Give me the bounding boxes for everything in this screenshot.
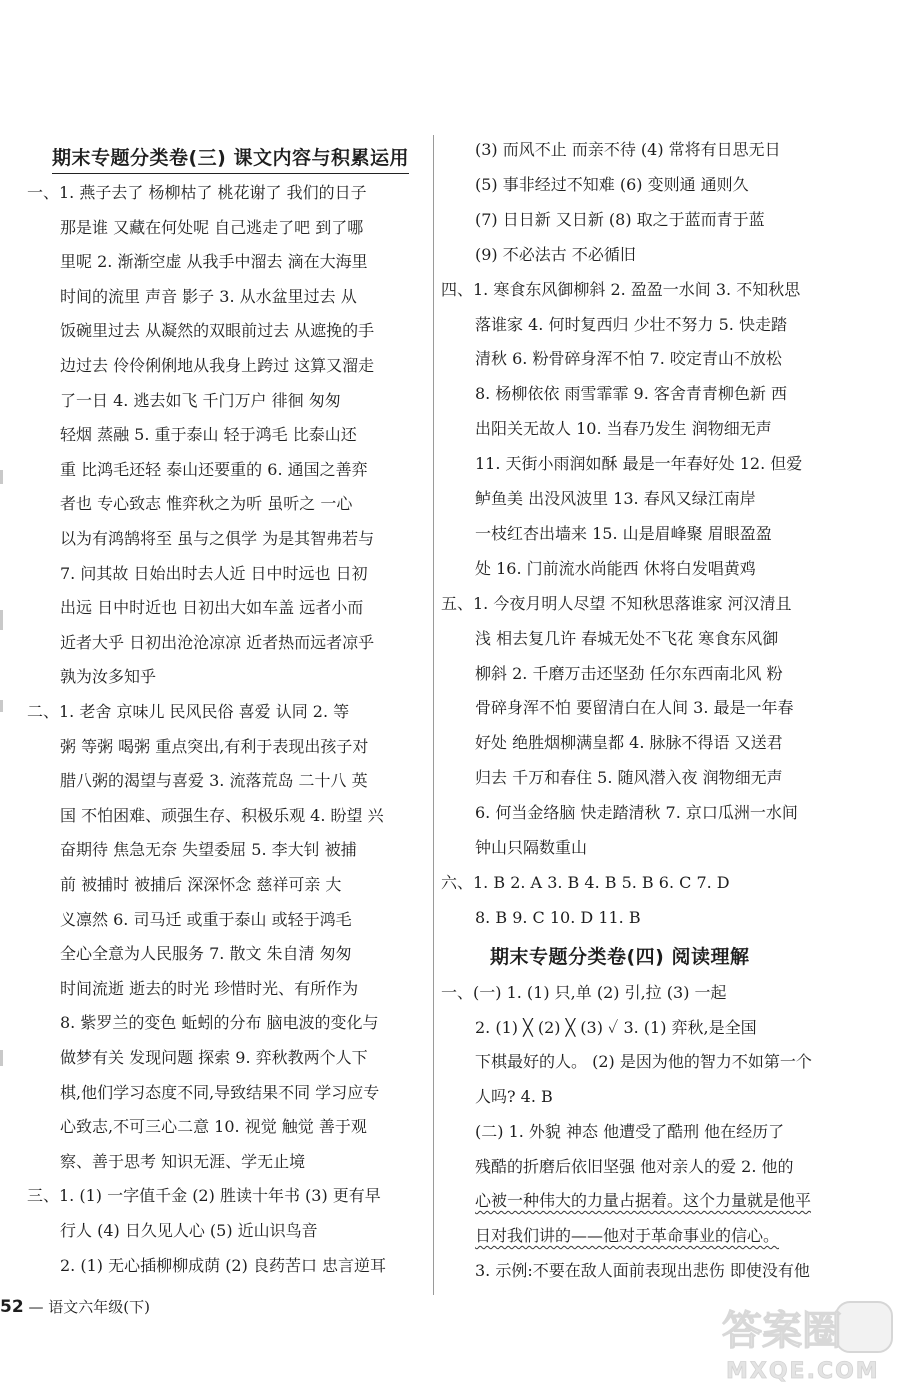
edge-mark [0, 700, 3, 712]
answer-line: 好处 绝胜烟柳满皇都 4. 脉脉不得语 又送君 [475, 733, 783, 753]
answer-line: (3) 而风不止 而亲不待 (4) 常将有日思无日 [475, 140, 781, 159]
answer-line: 那是谁 又藏在何处呢 自己逃走了吧 到了哪 [60, 217, 364, 237]
answer-line: 出远 日中时近也 日初出大如车盖 远者小而 [60, 598, 364, 618]
answer-line: 处 16. 门前流水尚能西 休将白发唱黄鸡 [475, 558, 756, 578]
answer-line: 6. 何当金络脑 快走踏清秋 7. 京口瓜洲一水间 [475, 803, 798, 823]
answer-line: 清秋 6. 粉骨碎身浑不怕 7. 咬定青山不放松 [475, 349, 782, 369]
answer-line: 近者大乎 日初出沧沧凉凉 近者热而远者凉乎 [60, 632, 375, 652]
answer-line: 落谁家 4. 何时复西归 少壮不努力 5. 快走踏 [475, 314, 787, 334]
answer-line: 了一日 4. 逃去如飞 千门万户 徘徊 匆匆 [60, 390, 341, 410]
answer-line: 归去 千万和春住 5. 随风潜入夜 润物细无声 [475, 768, 783, 788]
answer-line: 三、1. (1) 一字值千金 (2) 胜读十年书 (3) 更有早 [27, 1186, 381, 1206]
answer-line: 8. B 9. C 10. D 11. B [475, 907, 641, 927]
watermark-logo [718, 1300, 896, 1384]
answer-line: (5) 事非经过不知难 (6) 变则通 通则久 [475, 174, 749, 194]
page-number: 52 [0, 1297, 24, 1317]
edge-mark [0, 610, 3, 630]
section-heading-4: 期末专题分类卷(四) 阅读理解 [490, 946, 750, 968]
answer-line: 7. 问其故 日始出时去人近 日中时远也 日初 [60, 563, 368, 583]
answer-line: 鲈鱼美 出没风波里 13. 春风又绿江南岸 [475, 489, 756, 508]
answer-line: 钟山只隔数重山 [475, 838, 588, 857]
answer-line: 行人 (4) 日久见人心 (5) 近山识鸟音 [60, 1221, 318, 1240]
answer-line: 做梦有关 发现问题 探索 9. 弈秋教两个人下 [60, 1048, 368, 1067]
answer-line: 边过去 伶伶俐俐地从我身上跨过 这算又溜走 [60, 356, 375, 375]
answer-line: 出阳关无故人 10. 当春乃发生 润物细无声 [475, 419, 772, 439]
answer-line: 一枝红杏出墙来 15. 山是眉峰聚 眉眼盈盈 [475, 523, 772, 543]
page-footer [0, 1296, 150, 1317]
answer-line: 2. (1) 无心插柳柳成荫 (2) 良药苦口 忠言逆耳 [60, 1255, 387, 1275]
answer-line: 孰为汝多知乎 [60, 667, 157, 687]
column-divider [433, 135, 434, 1295]
footer-separator: — [28, 1298, 44, 1316]
answer-line: 人吗? 4. B [475, 1087, 553, 1107]
answer-line: (7) 日日新 又日新 (8) 取之于蓝而青于蓝 [475, 209, 765, 229]
answer-line: 时间的流里 声音 影子 3. 从水盆里过去 从 [60, 286, 357, 306]
answer-line: 义凛然 6. 司马迁 或重于泰山 或轻于鸿毛 [60, 909, 352, 929]
answer-line: 里呢 2. 渐渐空虚 从我手中溜去 滴在大海里 [60, 252, 368, 272]
answer-line: 以为有鸿鹄将至 虽与之俱学 为是其智弗若与 [60, 529, 375, 548]
section-heading-3: 期末专题分类卷(三) 课文内容与积累运用 [52, 143, 409, 174]
footer-book-label: 语文六年级(下) [48, 1298, 150, 1316]
answer-line: 一、(一) 1. (1) 只,单 (2) 引,拉 (3) 一起 [441, 983, 727, 1002]
answer-line: 一、1. 燕子去了 杨柳枯了 桃花谢了 我们的日子 [27, 183, 367, 202]
answer-line: 下棋最好的人。 (2) 是因为他的智力不如第一个 [475, 1052, 812, 1072]
answer-line: 残酷的折磨后依旧坚强 他对亲人的爱 2. 他的 [475, 1156, 794, 1176]
answer-line: 饭碗里过去 从凝然的双眼前过去 从遮挽的手 [60, 321, 375, 341]
answer-line: 四、1. 寒食东风御柳斜 2. 盈盈一水间 3. 不知秋思 [441, 279, 801, 299]
answer-line: 奋期待 焦急无奈 失望委屈 5. 李大钊 被捕 [60, 840, 357, 860]
answer-line: 国 不怕困难、顽强生存、积极乐观 4. 盼望 兴 [60, 805, 384, 825]
answer-line: 心致志,不可三心二意 10. 视觉 触觉 善于观 [60, 1117, 367, 1137]
answer-line: 柳斜 2. 千磨万击还坚劲 任尔东西南北风 粉 [475, 663, 783, 683]
answer-line: 六、1. B 2. A 3. B 4. B 5. B 6. C 7. D [441, 872, 730, 892]
answer-line: 二、1. 老舍 京味儿 民风民俗 喜爱 认同 2. 等 [27, 702, 350, 721]
answer-line: 察、善于思考 知识无涯、学无止境 [60, 1151, 306, 1171]
answer-line: (9) 不必法古 不必循旧 [475, 244, 636, 264]
answer-line: 粥 等粥 喝粥 重点突出,有利于表现出孩子对 [60, 736, 369, 756]
watermark-url: MXQE.COM [726, 1359, 880, 1384]
answer-line: 全心全意为人民服务 7. 散文 朱自清 匆匆 [60, 944, 352, 964]
answer-line: 腊八粥的渴望与喜爱 3. 流落荒岛 二十八 英 [60, 771, 368, 791]
answer-line: 日对我们讲的——他对于革命事业的信心。 [475, 1225, 780, 1245]
answer-line: 骨碎身浑不怕 要留清白在人间 3. 最是一年春 [475, 698, 794, 718]
answer-line: 轻烟 蒸融 5. 重于泰山 轻于鸿毛 比泰山还 [60, 425, 357, 445]
answer-line: 2. (1) ╳ (2) ╳ (3) ✓ 3. (1) 弈秋,是全国 [475, 1017, 757, 1037]
answer-line: 者也 专心致志 惟弈秋之为听 虽听之 一心 [60, 494, 353, 514]
answer-line: 8. 紫罗兰的变色 蚯蚓的分布 脑电波的变化与 [60, 1013, 379, 1033]
edge-mark [0, 470, 3, 484]
answer-line: 3. 示例:不要在敌人面前表现出悲伤 即使没有他 [475, 1260, 810, 1280]
answer-line: 时间流逝 逝去的时光 珍惜时光、有所作为 [60, 978, 359, 998]
answer-line: 浅 相去复几许 春城无处不飞花 寒食东风御 [475, 628, 779, 648]
answer-line: 五、1. 今夜月明人尽望 不知秋思落谁家 河汉清且 [441, 593, 792, 613]
answer-line: 11. 天街小雨润如酥 最是一年春好处 12. 但爱 [475, 454, 803, 474]
answer-line: (二) 1. 外貌 神态 他遭受了酷刑 他在经历了 [475, 1121, 785, 1141]
answer-line: 8. 杨柳依依 雨雪霏霏 9. 客舍青青柳色新 西 [475, 384, 787, 404]
watermark-badge [836, 1302, 892, 1352]
answer-line: 棋,他们学习态度不同,导致结果不同 学习应专 [60, 1082, 380, 1102]
edge-mark [0, 1050, 3, 1066]
watermark-text: 答案圈 [722, 1308, 842, 1354]
answer-line: 前 被捕时 被捕后 深深怀念 慈祥可亲 大 [60, 875, 342, 894]
answer-line: 心被一种伟大的力量占据着。这个力量就是他平 [475, 1191, 812, 1211]
answer-line: 重 比鸿毛还轻 泰山还要重的 6. 通国之善弈 [60, 459, 368, 479]
